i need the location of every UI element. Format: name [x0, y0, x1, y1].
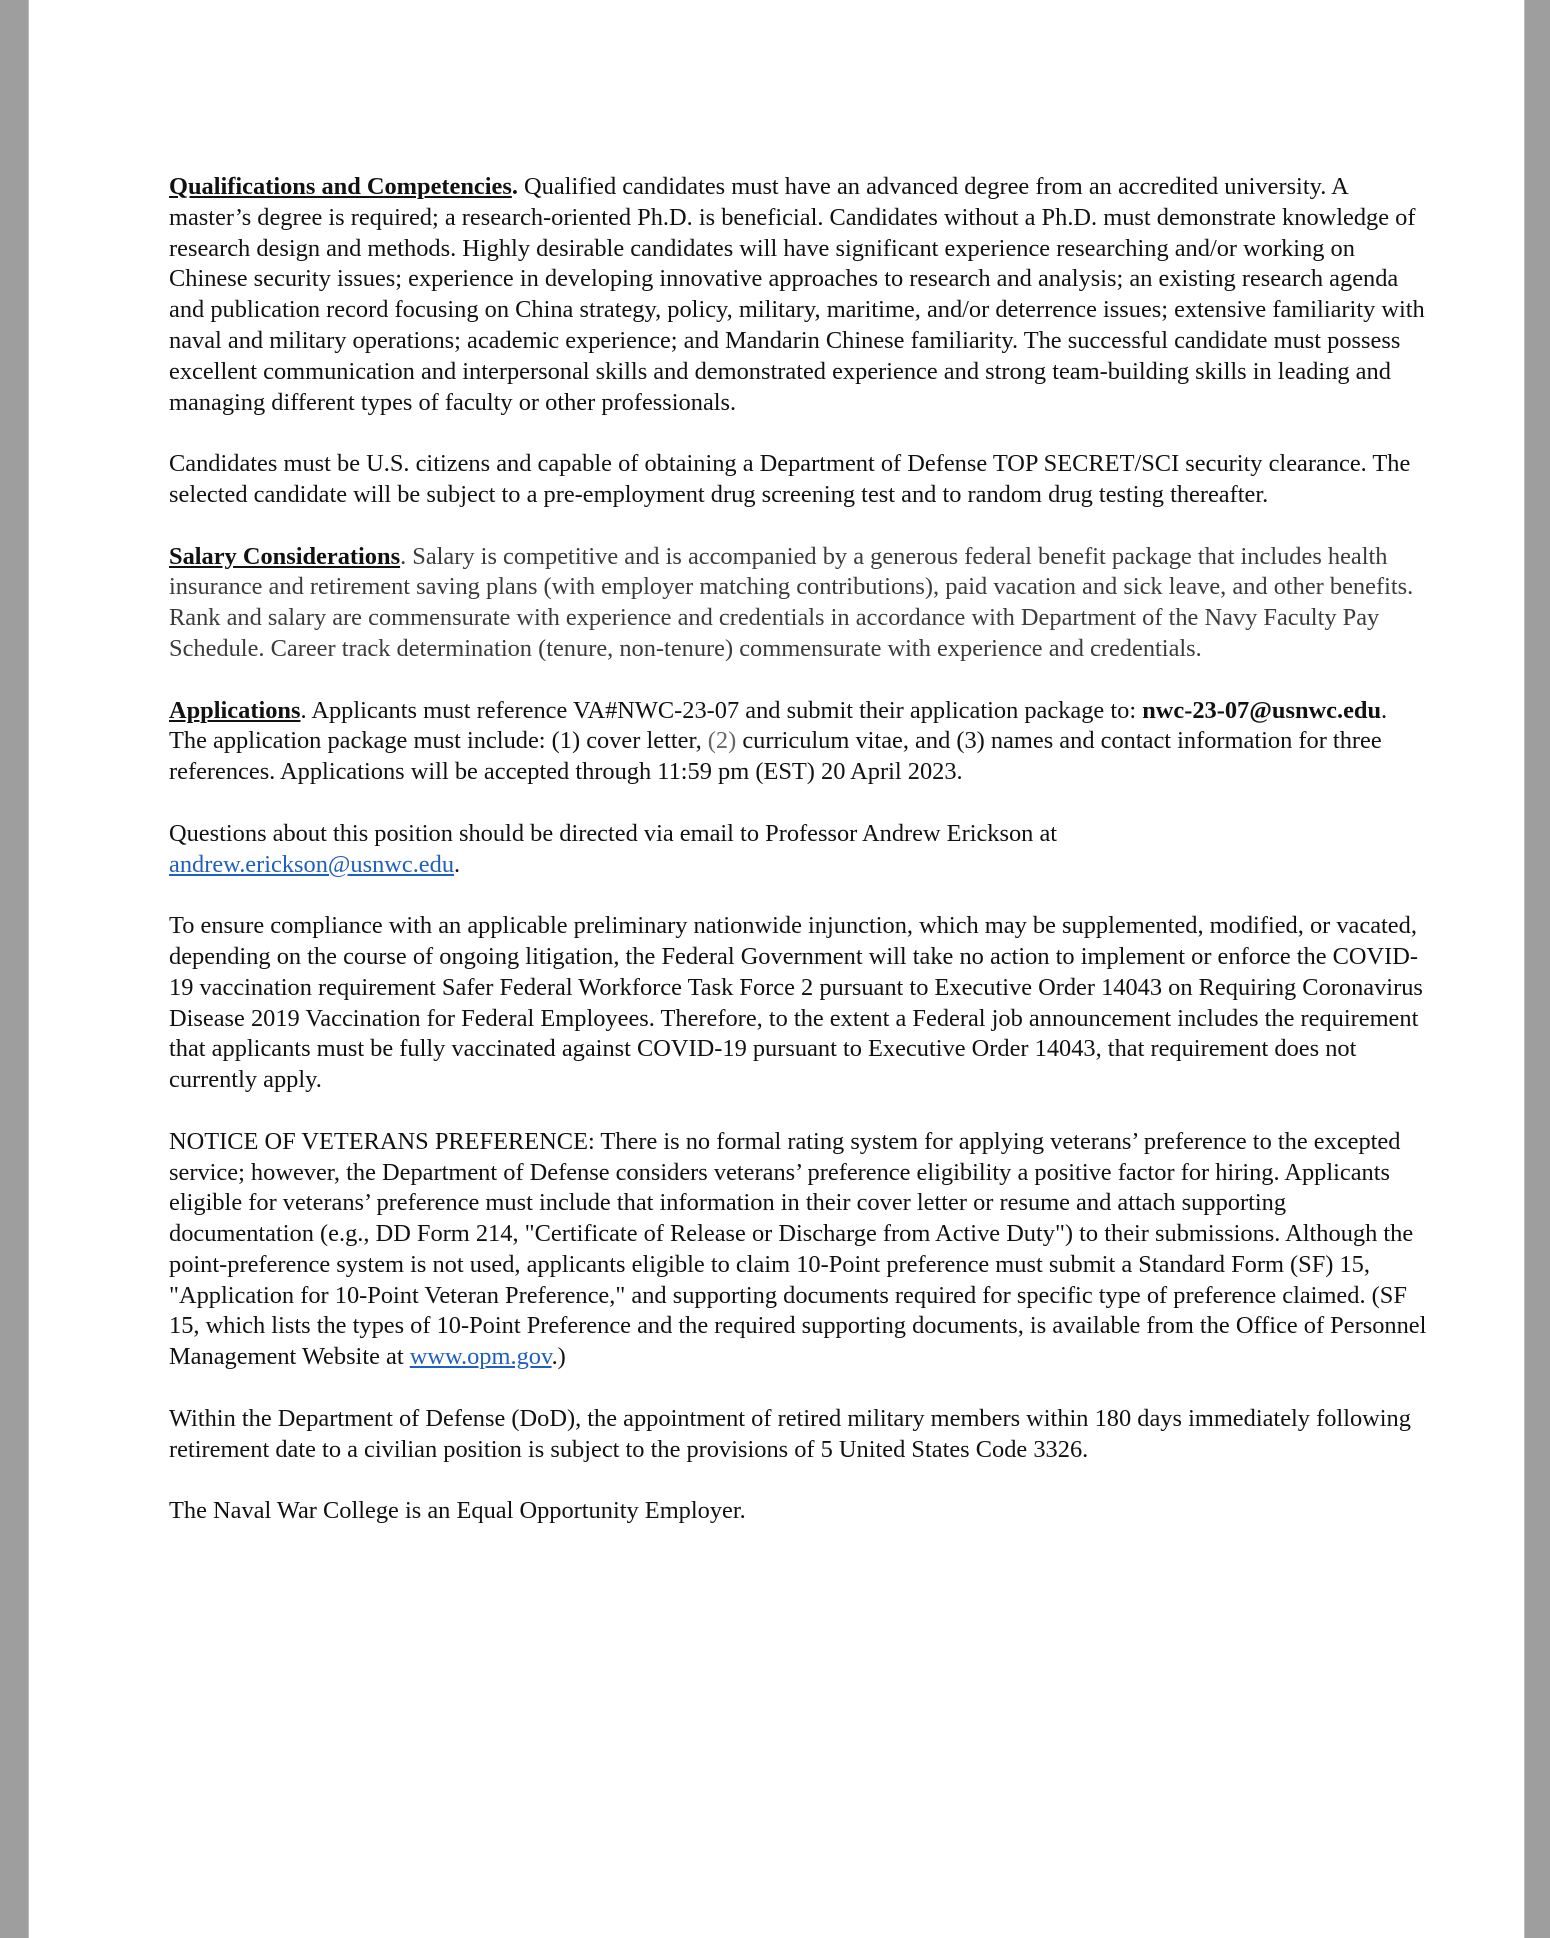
salary-paragraph [169, 542, 1429, 665]
qualifications-text: Qualified candidates must have an advanced degree from an accredited university. A master’s degree is required; a research-oriented Ph.D. is beneficial. Candidates without a Ph.D. must demonstrate knowledge of research design and methods. Highly desirable candidates will have significant experience researching and/or working on Chinese security issues; experience in developing innovative approaches to research and analysis; an existing research agenda and publication record focusing on China strategy, policy, military, maritime, and/or deterrence issues; extensive familiarity with naval and military operations; academic experience; and Mandarin Chinese familiarity. The successful candidate must possess excellent communication and interpersonal skills and demonstrated experience and strong team-building skills in leading and managing different types of faculty or other professionals. [169, 173, 1425, 416]
document-body [169, 172, 1429, 1558]
veterans-end: .) [551, 1343, 566, 1371]
salary-heading: Salary Considerations [169, 542, 401, 570]
retired-paragraph: Within the Department of Defense (DoD), the appointment of retired military members within 180 days immediately following retirement date to a civilian position is subject to the provisions of 5 United States Code 3326. [169, 1404, 1411, 1463]
eoe-paragraph: The Naval War College is an Equal Opportunity Employer. [169, 1497, 746, 1525]
qualifications-paragraph [169, 172, 1429, 418]
applications-heading: Applications [169, 696, 301, 724]
applications-text-1: . Applicants must reference VA#NWC-23-07 and submit their application package to: [300, 696, 1143, 724]
document-page [28, 0, 1525, 1938]
salary-text: . Salary is competitive and is accompanied by a generous federal benefit package that includes health insurance and retirement saving plans (with employer matching contributions), paid vacation and sick leave, and other benefits. Rank and salary are commensurate with experience and credentials in accordance with Department of the Navy Faculty Pay Schedule. Career track determination (tenure, non-tenure) commensurate with experience and credentials. [169, 542, 1414, 662]
questions-paragraph [169, 819, 1429, 881]
questions-end: . [454, 850, 461, 878]
citizenship-paragraph: Candidates must be U.S. citizens and capable of obtaining a Department of Defense TOP SECRET/SCI security clearance. The selected candidate will be subject to a pre-employment drug screening test and to random drug testing thereafter. [169, 450, 1411, 508]
applications-text-2: . The application package must include: (1) cover letter, [169, 696, 1388, 755]
applications-item-2: (2) [707, 727, 737, 755]
applications-paragraph [169, 696, 1429, 788]
covid-paragraph: To ensure compliance with an applicable preliminary nationwide injunction, which may be supplemented, modified, or vacated, depending on the course of ongoing litigation, the Federal Government will take no action to implement or enforce the COVID-19 vaccination requirement Safer Federal Workforce Task Force 2 pursuant to Executive Order 14043 on Requiring Coronavirus Disease 2019 Vaccination for Federal Employees. Therefore, to the extent a Federal job announcement includes the requirement that applicants must be fully vaccinated against COVID-19 pursuant to Executive Order 14043, that requirement does not currently apply. [169, 912, 1423, 1094]
applications-text-3: curriculum vitae, and (3) names and contact information for three references. Applications will be accepted through 11:59 pm (EST) 20 April 2023. [169, 727, 1382, 786]
qualifications-heading-period: . [511, 173, 518, 200]
questions-text: Questions about this position should be directed via email to Professor Andrew Erickson at [169, 819, 1058, 847]
veterans-text: NOTICE OF VETERANS PREFERENCE: There is no formal rating system for applying veterans’ preference to the excepted service; however, the Department of Defense considers veterans’ preference eligibility a positive factor for hiring. Applicants eligible for veterans’ preference must include that information in their cover letter or resume and attach supporting documentation (e.g., DD Form 214, "Certificate of Release or Discharge from Active Duty") to their submissions. Although the point-preference system is not used, applicants eligible to claim 10-Point preference must submit a Standard Form (SF) 15, "Application for 10-Point Veteran Preference," and supporting documents required for specific type of preference claimed. (SF 15, which lists the types of 10-Point Preference and the required supporting documents, is available from the Office of Personnel Management Website at [169, 1127, 1427, 1371]
qualifications-heading: Qualifications and Competencies [169, 173, 512, 200]
contact-email-link[interactable]: andrew.erickson@usnwc.edu [169, 850, 455, 878]
opm-website-link[interactable]: www.opm.gov [409, 1343, 552, 1371]
application-email: nwc-23-07@usnwc.edu [1142, 696, 1382, 724]
veterans-paragraph [169, 1127, 1429, 1373]
